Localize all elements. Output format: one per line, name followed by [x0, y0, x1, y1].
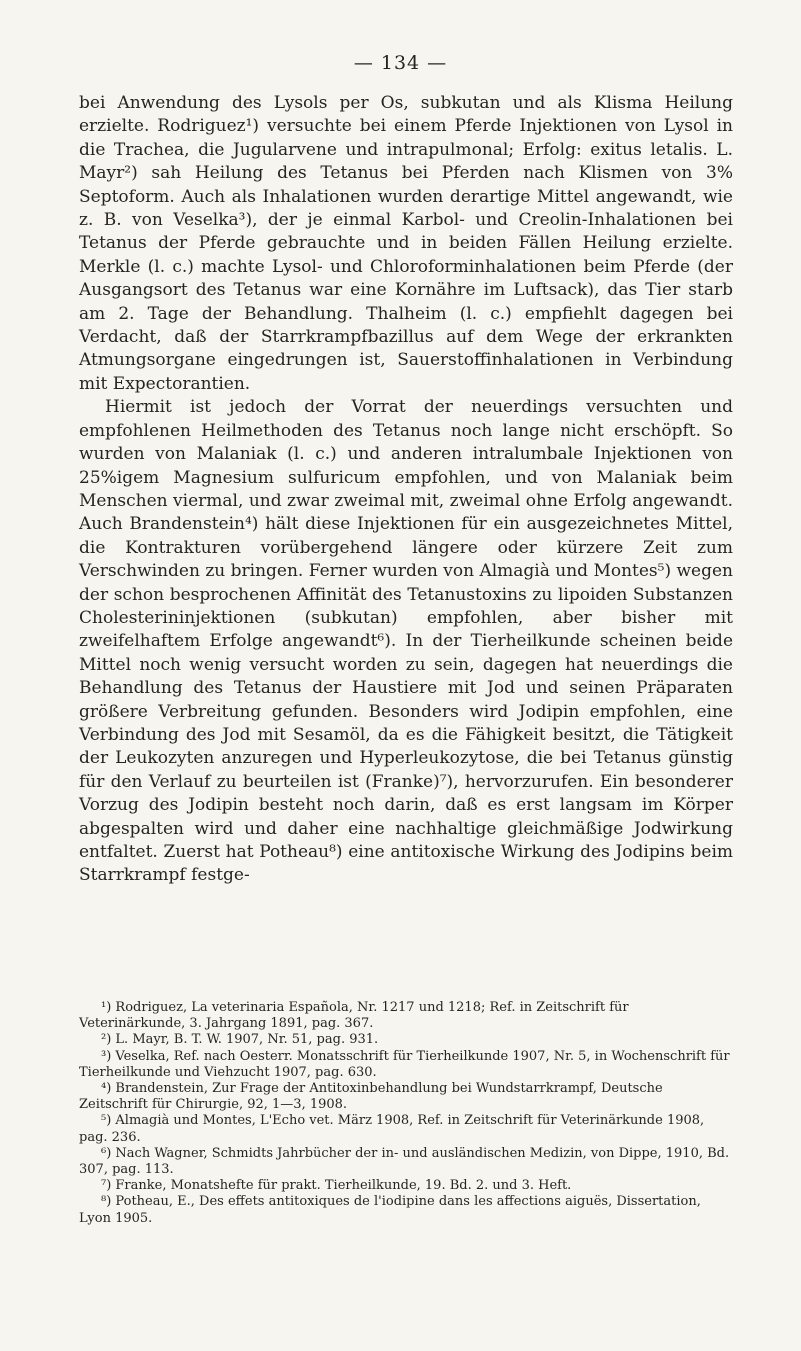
paragraph: Hiermit ist jedoch der Vorrat der neuerdings versuchten und empfohlenen Heilmethoden des Tetanus noch lange nicht erschöpft. So wurden von Malaniak (l. c.) und anderen intralumbale Injektionen von 25%igem Magnesium sulfuricum empfohlen, und von Malaniak beim Menschen viermal, und zwar zweimal mit, zweimal ohne Erfolg angewandt. Auch Brandenstein⁴) hält diese Injektionen für ein ausgezeichnetes Mittel, die Kontrakturen vorübergehend längere oder kürzere Zeit zum Verschwinden zu bringen. Ferner wurden von Almagià und Montes⁵) wegen der schon besprochenen Affinität des Tetanustoxins zu lipoiden Substanzen Cholesterininjektionen (subkutan) empfohlen, aber bisher mit zweifelhaftem Erfolge angewandt⁶). In der Tierheilkunde scheinen beide Mittel noch wenig versucht worden zu sein, dagegen hat neuerdings die Behandlung des Tetanus der Haustiere mit Jod und seinen Präparaten größere Verbreitung gefunden. Besonders wird Jodipin empfohlen, eine Verbindung des Jod mit Sesamöl, da es die Fähigkeit besitzt, die Tätigkeit der Leukozyten anzuregen und Hyperleukozytose, die bei Tetanus günstig für den Verlauf zu beurteilen ist (Franke)⁷), hervorzurufen. Ein besonderer Vorzug des Jodipin besteht noch darin, daß es erst langsam im Körper abgespalten wird und daher eine nachhaltige gleichmäßige Jodwirkung entfaltet. Zuerst hat Potheau⁸) eine antitoxische Wirkung des Jodipins beim Starrkrampf festge-: [79, 397, 734, 886]
footnotes: [79, 1000, 733, 1227]
footnote: ⁷) Franke, Monatshefte für prakt. Tierheilkunde, 19. Bd. 2. und 3. Heft.: [101, 1178, 572, 1194]
body-text: [79, 92, 733, 888]
page-number: — 134 —: [353, 52, 448, 74]
footnote: ⁴) Brandenstein, Zur Frage der Antitoxinbehandlung bei Wundstarrkrampf, Deutsche Zeitschrift für Chirurgie, 92, 1—3, 1908.: [79, 1081, 663, 1113]
paragraph: bei Anwendung des Lysols per Os, subkutan und als Klisma Heilung erzielte. Rodriguez¹) versuchte bei einem Pferde Injektionen von Lysol in die Trachea, die Jugularvene und intrapulmonal; Erfolg: exitus letalis. L. Mayr²) sah Heilung des Tetanus bei Pferden nach Klismen von 3% Septoform. Auch als Inhalationen wurden derartige Mittel angewandt, wie z. B. von Veselka³), der je einmal Karbol- und Creolin-Inhalationen bei Tetanus der Pferde gebrauchte und in beiden Fällen Heilung erzielte. Merkle (l. c.) machte Lysol- und Chloroforminhalationen beim Pferde (der Ausgangsort des Tetanus war eine Kornähre im Luftsack), das Tier starb am 2. Tage der Behandlung. Thalheim (l. c.) empfiehlt dagegen bei Verdacht, daß der Starrkrampfbazillus auf dem Wege der erkrankten Atmungsorgane eingedrungen ist, Sauerstoffinhalationen in Verbindung mit Expectorantien.: [79, 93, 733, 394]
footnote: ⁸) Potheau, E., Des effets antitoxiques de l'iodipine dans les affections aiguës, Dissertation, Lyon 1905.: [79, 1194, 701, 1226]
footnote: ¹) Rodriguez, La veterinaria Española, Nr. 1217 und 1218; Ref. in Zeitschrift für Veterinärkunde, 3. Jahrgang 1891, pag. 367.: [79, 1000, 629, 1032]
footnote: ³) Veselka, Ref. nach Oesterr. Monatsschrift für Tierheilkunde 1907, Nr. 5, in Wochenschrift für Tierheilkunde und Viehzucht 1907, pag. 630.: [79, 1048, 730, 1080]
footnote: ²) L. Mayr, B. T. W. 1907, Nr. 51, pag. 931.: [101, 1032, 379, 1048]
footnote: ⁶) Nach Wagner, Schmidts Jahrbücher der in- und ausländischen Medizin, von Dippe, 1910, Bd. 307, pag. 113.: [79, 1145, 730, 1178]
footnote: ⁵) Almagià und Montes, L'Echo vet. März 1908, Ref. in Zeitschrift für Veterinärkunde 1908, pag. 236.: [79, 1113, 705, 1145]
